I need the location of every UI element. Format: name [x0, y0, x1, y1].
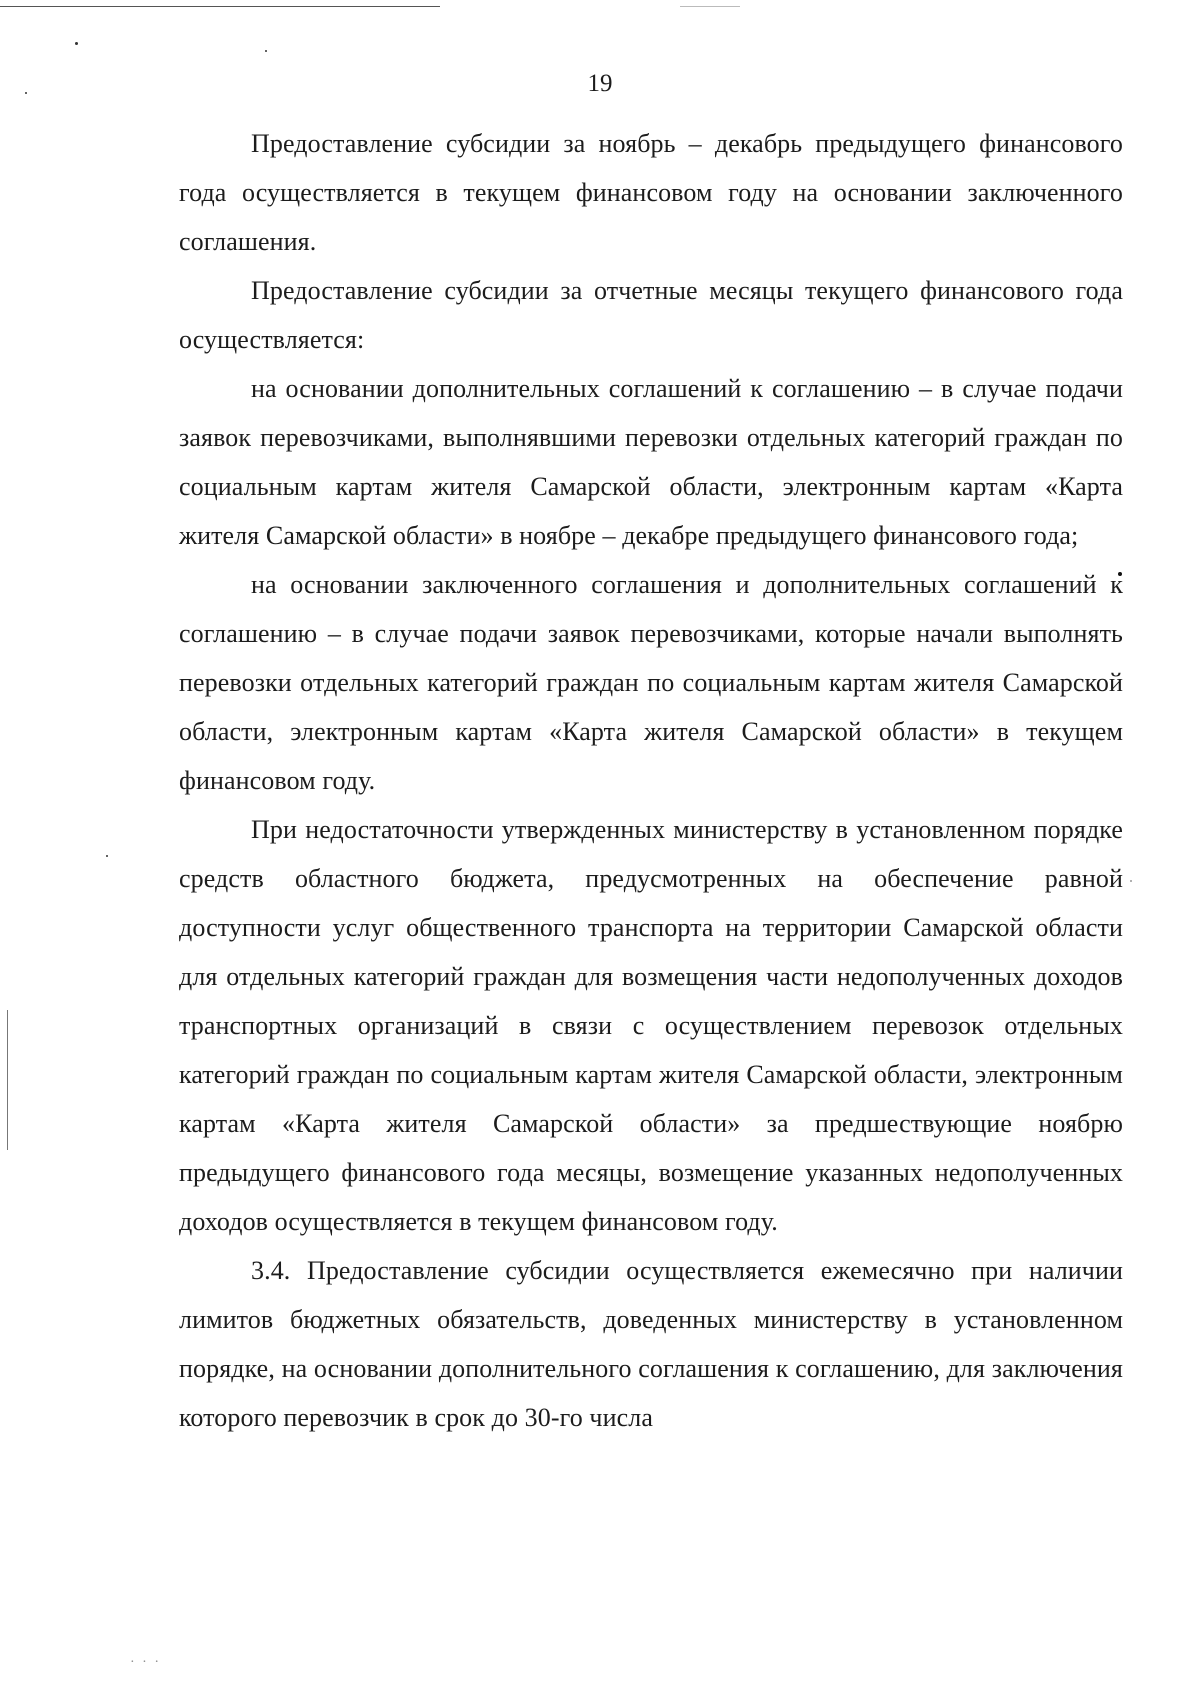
- paragraph: Предоставление субсидии за отчетные месяцы текущего финансового года осуществляется:: [179, 276, 1123, 354]
- paragraph: Предоставление субсидии за ноябрь – декабрь предыдущего финансового года осуществляется в текущем финансовом году на основании заключенного соглашения.: [179, 129, 1123, 256]
- paragraph: на основании заключенного соглашения и дополнительных соглашений к соглашению – в случае подачи заявок перевозчиками, которые начали выполнять перевозки отдельных категорий граждан по социальным картам жителя Самарской области, электронным картам «Карта жителя Самарской области» в текущем финансовом году.: [179, 570, 1123, 795]
- scan-speck: [1130, 880, 1132, 882]
- scan-edge-line: [0, 6, 440, 7]
- scan-speck: [265, 50, 267, 52]
- scan-speck: [106, 855, 108, 857]
- page-number: 19: [587, 70, 613, 97]
- document-body: [179, 119, 1123, 1442]
- paragraph: на основании дополнительных соглашений к соглашению – в случае подачи заявок перевозчиками, выполнявшими перевозки отдельных категорий граждан по социальным картам жителя Самарской области, электронным картам «Карта жителя Самарской области» в ноябре – декабре предыдущего финансового года;: [179, 374, 1123, 550]
- paragraph: 3.4. Предоставление субсидии осуществляется ежемесячно при наличии лимитов бюджетных обязательств, доведенных министерству в установленном порядке, на основании дополнительного соглашения к соглашению, для заключения которого перевозчик в срок до 30-го числа: [179, 1256, 1123, 1432]
- scan-margin-line: [7, 1010, 8, 1150]
- scan-speck: [75, 42, 78, 45]
- scan-artifact: · · ·: [130, 1655, 161, 1670]
- paragraph: При недостаточности утвержденных министерству в установленном порядке средств областного бюджета, предусмотренных на обеспечение равной доступности услуг общественного транспорта на территории Самарской области для отдельных категорий граждан для возмещения части недополученных доходов транспортных организаций в связи с осуществлением перевозок отдельных категорий граждан по социальным картам жителя Самарской области, электронным картам «Карта жителя Самарской области» за предшествующие ноябрю предыдущего финансового года месяцы, возмещение указанных недополученных доходов осуществляется в текущем финансовом году.: [179, 815, 1123, 1236]
- scan-edge-line: [680, 6, 740, 7]
